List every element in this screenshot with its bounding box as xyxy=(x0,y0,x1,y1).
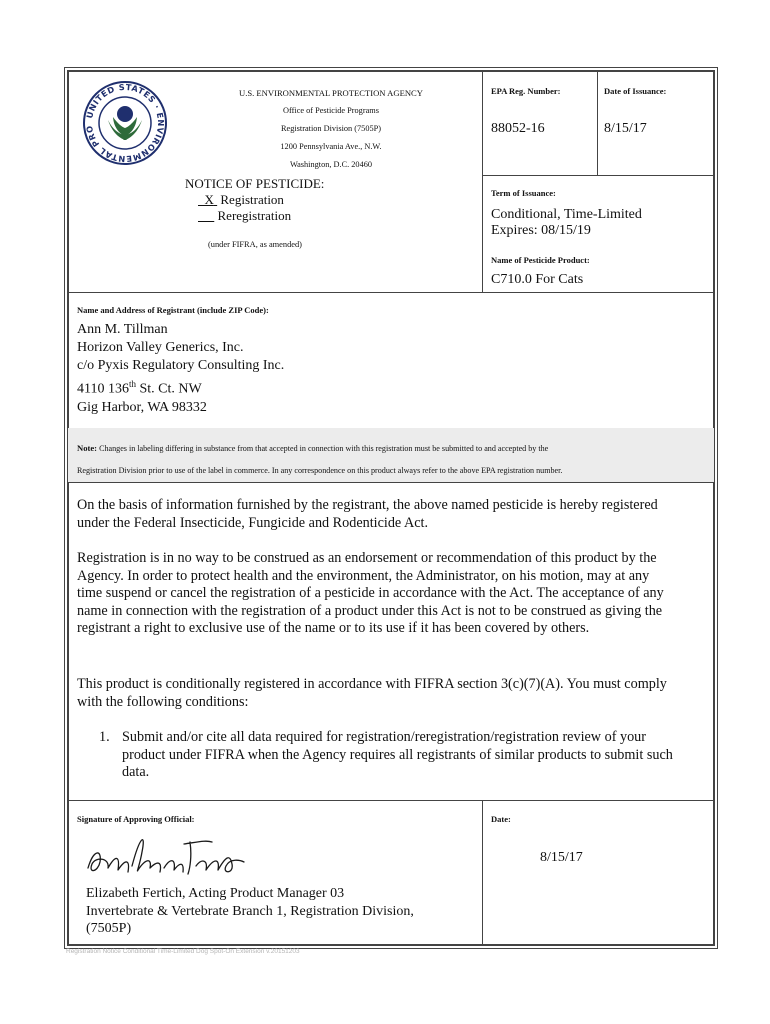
rule-term-top xyxy=(482,175,714,176)
note-line-2: Registration Division prior to use of the label in commerce. In any correspondence on this product always refer to the above EPA registration number. xyxy=(77,466,563,475)
official-name-block xyxy=(86,885,414,938)
official-mailcode: (7505P) xyxy=(86,921,132,936)
paragraph-conditional: This product is conditionally registered in accordance with FIFRA section 3(c)(7)(A). You must comply with the following conditions: xyxy=(77,676,667,710)
registration-mark: X xyxy=(204,192,214,207)
term-value xyxy=(491,207,642,239)
official-branch: Invertebrate & Vertebrate Branch 1, Registration Division, xyxy=(86,903,414,919)
reregistration-option xyxy=(185,208,324,224)
rule-body-top xyxy=(68,482,714,483)
paragraph-basis: On the basis of information furnished by the registrant, the above named pesticide is hereby registered under the Federal Insecticide, Fungicide and Rodenticide Act. xyxy=(77,497,658,531)
street-address: 1200 Pennsylvania Ave., N.W. xyxy=(280,142,382,151)
registrant-care-of: c/o Pyxis Regulatory Consulting Inc. xyxy=(77,358,285,373)
product-label: Name of Pesticide Product: xyxy=(491,255,590,265)
city-address: Washington, D.C. 20460 xyxy=(289,160,373,169)
note-line-1: Changes in labeling differing in substance from that accepted in connection with this registration must be submitted to and accepted by the xyxy=(99,444,549,453)
agency-header xyxy=(190,84,472,174)
official-name: Elizabeth Fertich, Acting Product Manager 03 xyxy=(86,886,345,901)
division-name: Registration Division (7505P) xyxy=(280,124,382,133)
registrant-address xyxy=(77,321,284,417)
reg-number-value: 88052-16 xyxy=(491,121,545,136)
registrant-city: Gig Harbor, WA 98332 xyxy=(77,399,207,415)
epa-seal-logo xyxy=(82,80,168,166)
signature-date-label: Date: xyxy=(491,814,511,824)
paragraph-disclaimer: Registration is in no way to be construed as an endorsement or recommendation of this product by the Agency. In order to protect health and the environment, the Administrator, on his motion, may at any time suspend or cancel the registration of a pesticide in accordance with the Act. The acceptance of any name in connection with the registration of a product under this Act is not to be construed as giving the registrant a right to exclusive use of the name or to its use if it has been covered by others. xyxy=(77,550,664,637)
registrant-street: 4110 136th St. Ct. NW xyxy=(77,379,202,397)
condition-item-1: 1. Submit and/or cite all data required for registration/reregistration/registration review of your product under FIFRA when the Agency requires all registrants of similar products to submit such data. xyxy=(99,729,673,781)
rule-date-column xyxy=(597,72,598,175)
rule-date-signature xyxy=(482,800,483,944)
office-name: Office of Pesticide Programs xyxy=(283,106,379,115)
handwritten-signature xyxy=(80,828,250,882)
registration-label: Registration xyxy=(220,192,284,207)
note-label: Note: xyxy=(77,443,98,453)
rule-registrant-top xyxy=(68,292,714,293)
signature-label: Signature of Approving Official: xyxy=(77,814,195,824)
issuance-date-label: Date of Issuance: xyxy=(604,86,667,96)
product-name: C710.0 For Cats xyxy=(491,272,584,287)
form-version-footer: Registration Notice Conditional Time-Limited Dog Spot-On Extension v.20151203 xyxy=(66,948,300,955)
registrant-label: Name and Address of Registrant (include ZIP Code): xyxy=(77,305,269,315)
registrant-name: Ann M. Tillman xyxy=(77,322,168,337)
svg-text:UNITED STATES · ENVIRONMENTAL: UNITED STATES · ENVIRONMENTAL PRO xyxy=(83,81,167,165)
notice-title: NOTICE OF PESTICIDE: xyxy=(185,176,325,191)
term-line-2: Expires: 08/15/19 xyxy=(491,223,591,238)
signature-date-value: 8/15/17 xyxy=(540,850,583,865)
condition-number: 1. xyxy=(99,729,110,745)
issuance-date-value: 8/15/17 xyxy=(604,121,647,136)
term-label: Term of Issuance: xyxy=(491,188,556,198)
reg-number-label: EPA Reg. Number: xyxy=(491,86,561,96)
notice-block xyxy=(185,176,324,224)
agency-name: U.S. ENVIRONMENTAL PROTECTION AGENCY xyxy=(239,88,423,98)
rule-signature-top xyxy=(68,800,714,801)
reregistration-label: Reregistration xyxy=(217,208,292,223)
note-text xyxy=(77,437,562,482)
registration-option xyxy=(185,192,324,208)
fifra-note: (under FIFRA, as amended) xyxy=(208,240,302,249)
term-line-1: Conditional, Time-Limited xyxy=(491,207,642,222)
registrant-company: Horizon Valley Generics, Inc. xyxy=(77,340,244,355)
rule-right-column xyxy=(482,72,483,292)
